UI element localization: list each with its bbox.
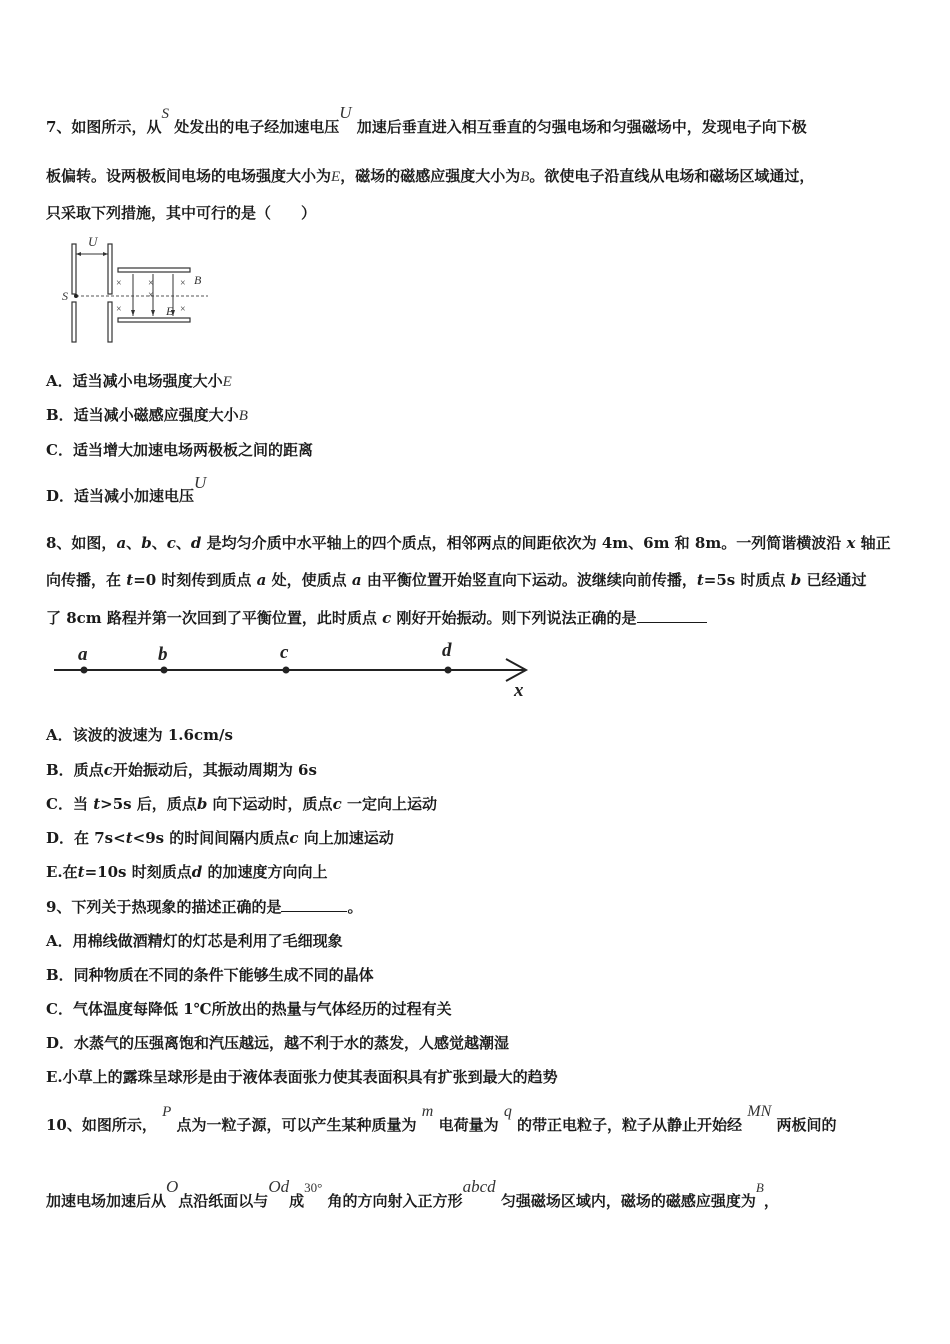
fig-label-S: S: [62, 289, 68, 303]
fig-label-E: E: [166, 304, 174, 318]
svg-text:×: ×: [180, 304, 186, 315]
var-B: B: [520, 169, 530, 185]
q7-stem-line1: 7、如图所示，从S 处发出的电子经加速电压U 加速后垂直进入相互垂直的匀强电场和匀强磁场中，发现电子向下极: [46, 103, 807, 136]
q7-stem-line2: 板偏转。设两极板间电场的电场强度大小为E，磁场的磁感应强度大小为B。欲使电子沿直线从电场和磁场区域通过，: [46, 167, 815, 185]
q7-option-d: D．适当减小加速电压U: [46, 473, 207, 505]
label-x: x: [514, 680, 524, 701]
q8-option-a: A．该波的波速为 1.6cm/s: [46, 726, 233, 744]
fig-label-U: U: [88, 234, 98, 249]
point-a: [81, 667, 88, 674]
q7-option-a: A．适当减小电场强度大小E: [46, 372, 232, 390]
q8-stem-line1: 8、如图，a、b、c、d 是均匀介质中水平轴上的四个质点，相邻两点的间距依次为 4m、6m 和 8m。一列简谐横波沿 x 轴正: [46, 534, 891, 552]
q9-option-b: B．同种物质在不同的条件下能够生成不同的晶体: [46, 966, 374, 984]
q8-stem-line2: 向传播，在 t=0 时刻传到质点 a 处，使质点 a 由平衡位置开始竖直向下运动。波继续向前传播，t=5s 时质点 b 已经通过: [46, 571, 867, 589]
svg-text:×: ×: [148, 290, 154, 301]
q9-option-e: E.小草上的露珠呈球形是由于液体表面张力使其表面积具有扩张到最大的趋势: [46, 1068, 558, 1086]
deflect-plate-top: [118, 268, 190, 272]
q9-stem: 9、下列关于热现象的描述正确的是 。: [46, 898, 363, 916]
point-c: [283, 667, 290, 674]
q7-option-c: C．适当增大加速电场两极板之间的距离: [46, 441, 313, 459]
q8-option-d: D．在 7s<t<9s 的时间间隔内质点c 向上加速运动: [46, 829, 394, 847]
q8-option-e: E.在t=10s 时刻质点d 的加速度方向向上: [46, 863, 328, 881]
svg-text:×: ×: [180, 278, 186, 289]
fig-label-B: B: [194, 273, 202, 287]
q7-stem-line3: 只采取下列措施，其中可行的是（ ）: [46, 204, 317, 222]
q8-option-c: C．当 t>5s 后，质点b 向下运动时，质点c 一定向上运动: [46, 795, 437, 813]
answer-blank: [281, 897, 347, 912]
answer-blank: [637, 608, 707, 623]
accel-plate-left-top: [72, 244, 76, 294]
accel-plate-right-top: [108, 244, 112, 294]
q9-option-c: C．气体温度每降低 1℃所放出的热量与气体经历的过程有关: [46, 1000, 452, 1018]
accel-plate-right-bottom: [108, 302, 112, 342]
q9-option-d: D．水蒸气的压强离饱和汽压越远，越不利于水的蒸发，人感觉越潮湿: [46, 1034, 510, 1052]
q8-option-b: B．质点c开始振动后，其振动周期为 6s: [46, 761, 317, 779]
accel-plate-left-bottom: [72, 302, 76, 342]
label-b: b: [158, 644, 168, 665]
q7-option-b: B．适当减小磁感应强度大小B: [46, 406, 248, 424]
label-d: d: [442, 640, 452, 661]
point-d: [445, 667, 452, 674]
q8-axis-figure: [52, 636, 542, 702]
q8-stem-line3: 了 8cm 路程并第一次回到了平衡位置，此时质点 c 刚好开始振动。则下列说法正确的是: [46, 607, 707, 628]
label-a: a: [78, 644, 88, 665]
svg-text:×: ×: [148, 278, 154, 289]
q10-stem-line2: 加速电场加速后从O点沿纸面以与Od成30° 角的方向射入正方形abcd 匀强磁场区域内，磁场的磁感应强度为B，: [46, 1177, 779, 1210]
q9-option-a: A．用棉线做酒精灯的灯芯是利用了毛细现象: [46, 932, 343, 950]
var-U: U: [339, 103, 352, 122]
svg-text:×: ×: [116, 278, 122, 289]
label-c: c: [280, 642, 289, 663]
q7-figure: [58, 232, 218, 344]
var-E: E: [331, 169, 341, 185]
svg-text:×: ×: [116, 304, 122, 315]
point-b: [161, 667, 168, 674]
var-S: S: [161, 106, 169, 122]
deflect-plate-bottom: [118, 318, 190, 322]
q10-stem-line1: 10、如图所示， P 点为一粒子源，可以产生某种质量为 m 电荷量为 q 的带正电粒子，粒子从静止开始经 MN 两板间的: [46, 1103, 837, 1134]
